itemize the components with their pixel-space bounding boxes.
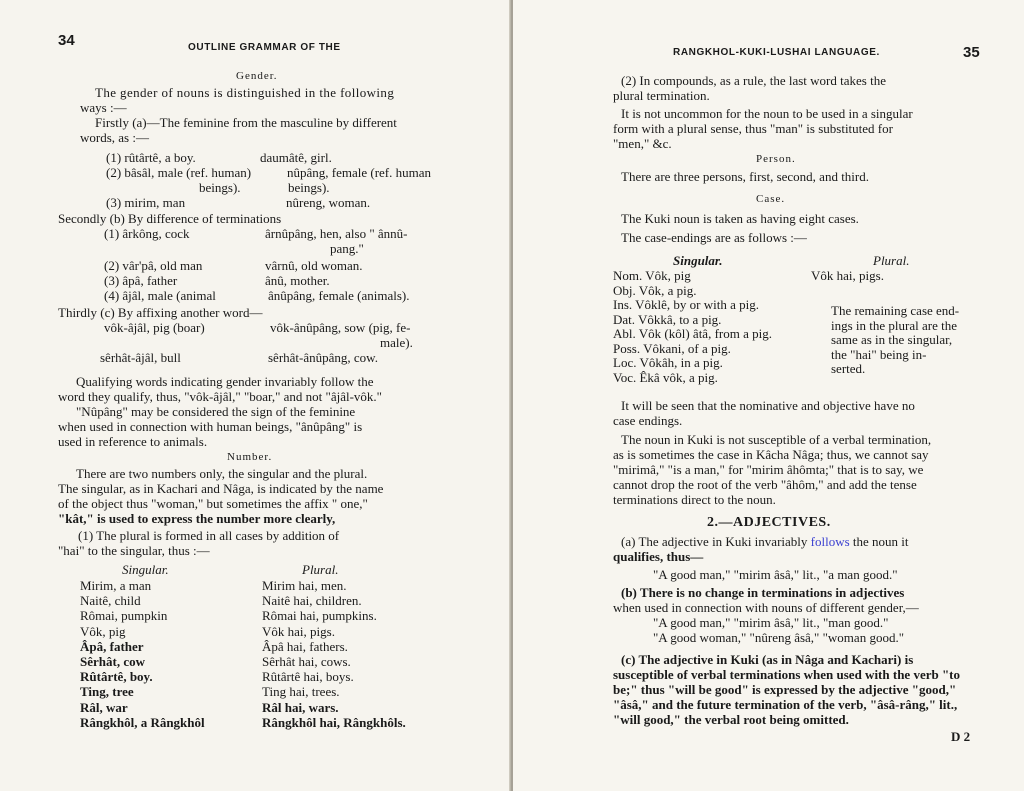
example: (3) mirim, man <box>106 195 186 210</box>
text-line: The gender of nouns is distinguished in the following <box>95 85 395 100</box>
case-row: Ins. Vôklê, by or with a pig. <box>613 297 759 312</box>
text-line: The singular, as in Kachari and Nâga, is indicated by the name <box>58 481 384 496</box>
example: ârnûpâng, hen, also " ânnû- <box>265 226 408 241</box>
case-plural: Vôk hai, pigs. <box>811 268 884 283</box>
text-line: qualifies, thus— <box>613 549 704 564</box>
example: (4) âjâl, male (animal <box>104 288 216 303</box>
plural-cell: Naitê hai, children. <box>262 593 362 609</box>
text-line: "mirimâ," "is a man," for "mirim âhômta;" that is to say, we <box>613 462 924 477</box>
plural-note-line: serted. <box>831 361 866 376</box>
case-row: Nom. Vôk, pig <box>613 268 691 283</box>
text-line: plural termination. <box>613 88 710 103</box>
example: (2) vâr'pâ, old man <box>104 258 203 273</box>
text-line: form with a plural sense, thus "man" is substituted for <box>613 121 893 136</box>
singular-cell: Rômai, pumpkin <box>80 608 168 624</box>
text-line: "A good man," "mirim âsâ," lit., "a man good." <box>653 567 898 582</box>
text-line: "hai" to the singular, thus :— <box>58 543 210 558</box>
signature-mark: D 2 <box>951 729 971 744</box>
text-line: The Kuki noun is taken as having eight cases. <box>621 211 859 226</box>
section-heading-case: Case. <box>756 193 786 205</box>
example: sêrhât-âjâl, bull <box>100 350 181 365</box>
text-line: words, as :— <box>80 130 149 145</box>
text-line: Qualifying words indicating gender invariably follow the <box>76 374 374 389</box>
column-header-plural: Plural. <box>873 253 910 268</box>
example: beings). <box>199 180 241 195</box>
text-line: ways :— <box>80 100 127 115</box>
text-line: word they qualify, thus, "vôk-âjâl," "boar," and not "âjâl-vôk." <box>58 389 382 404</box>
plural-note-line: The remaining case end- <box>831 303 960 318</box>
singular-cell: Rângkhôl, a Rângkhôl <box>80 714 205 730</box>
adj-a-highlight: follows <box>810 534 850 549</box>
text-line: be;" thus "will be good" is expressed by the adjective "good," <box>613 682 957 697</box>
singular-cell: Sêrhât, cow <box>80 654 145 669</box>
singular-cell: Âpâ, father <box>80 638 144 654</box>
text-line: (1) The plural is formed in all cases by addition of <box>78 528 340 543</box>
plural-note-line: ings in the plural are the <box>831 317 957 333</box>
plural-cell: Mirim hai, men. <box>262 578 347 593</box>
plural-cell: Vôk hai, pigs. <box>262 623 335 639</box>
text-line: It will be seen that the nominative and objective have no <box>621 398 915 413</box>
text-line: (b) There is no change in terminations in adjectives <box>621 585 905 600</box>
text-line: It is not uncommon for the noun to be used in a singular <box>621 106 913 121</box>
case-row: Obj. Vôk, a pig. <box>613 282 697 298</box>
case-row: Loc. Vôkâh, in a pig. <box>613 355 723 370</box>
text-line: "A good woman," "nûreng âsâ," "woman good." <box>653 630 904 645</box>
plural-cell: Râl hai, wars. <box>262 699 339 715</box>
example: pang." <box>330 241 364 256</box>
plural-cell: Rângkhôl hai, Rângkhôls. <box>262 714 406 730</box>
text-line: terminations direct to the noun. <box>613 492 776 507</box>
section-heading-adjectives: 2.—ADJECTIVES. <box>707 515 831 530</box>
case-row: Voc. Êkâ vôk, a pig. <box>613 369 718 385</box>
text-line <box>621 534 909 549</box>
singular-cell: Vôk, pig <box>80 623 126 639</box>
text-line: "men," &c. <box>613 136 672 151</box>
plural-note-line: same as in the singular, <box>831 332 953 347</box>
right-page <box>513 0 1024 791</box>
section-heading-person: Person. <box>756 153 796 165</box>
text-line: as is sometimes the case in Kâcha Nâga; thus, we cannot say <box>613 447 929 462</box>
text-line: "Nûpâng" may be considered the sign of the feminine <box>76 404 356 419</box>
text-line: (2) In compounds, as a rule, the last word takes the <box>621 73 886 88</box>
example: ânû, mother. <box>265 273 330 288</box>
plural-cell: Âpâ hai, fathers. <box>262 638 348 654</box>
example: (1) ârkông, cock <box>104 226 190 241</box>
example: (1) rûtârtê, a boy. <box>106 150 196 165</box>
case-row: Dat. Vôkkâ, to a pig. <box>613 311 722 327</box>
text-line: susceptible of verbal terminations when used with the verb "to <box>613 667 961 682</box>
plural-cell: Rûtârtê hai, boys. <box>262 669 354 685</box>
page-number: 35 <box>963 44 980 61</box>
text-line: cannot drop the root of the verb "âhôm," and add the tense <box>613 477 917 492</box>
example: nûreng, woman. <box>286 195 371 210</box>
section-heading-number: Number. <box>227 451 273 463</box>
example: nûpâng, female (ref. human <box>287 165 432 180</box>
text-line: (c) The adjective in Kuki (as in Nâga and Kachari) is <box>621 652 914 667</box>
example: (3) âpâ, father <box>104 273 178 288</box>
plural-note-line: the "hai" being in- <box>831 346 927 362</box>
text-line: Thirdly (c) By affixing another word— <box>58 305 263 320</box>
section-heading-gender: Gender. <box>236 70 278 82</box>
text-line: when used in connection with nouns of different gender,— <box>613 600 919 615</box>
example: ânûpâng, female (animals). <box>268 288 410 303</box>
adj-a-text: the noun it <box>849 534 909 549</box>
text-line: Firstly (a)—The feminine from the masculine by different <box>95 115 397 130</box>
text-line: case endings. <box>613 413 683 428</box>
text-line: "will good," the verbal root being omitted. <box>613 712 849 727</box>
page-number: 34 <box>58 32 75 49</box>
text-line: The noun in Kuki is not susceptible of a verbal termination, <box>621 432 932 447</box>
case-row: Abl. Vôk (kôl) âtâ, from a pig. <box>613 326 772 341</box>
singular-cell: Ting, tree <box>80 684 134 700</box>
singular-cell: Mirim, a man <box>80 578 152 593</box>
text-line: "A good man," "mirim âsâ," lit., "man good." <box>653 615 889 630</box>
text-line: Secondly (b) By difference of terminations <box>58 211 282 226</box>
example: beings). <box>288 180 330 195</box>
example: vôk-ânûpâng, sow (pig, fe- <box>270 320 411 335</box>
singular-cell: Rûtârtê, boy. <box>80 669 153 685</box>
singular-cell: Naitê, child <box>80 593 141 609</box>
column-header-singular: Singular. <box>673 253 723 268</box>
plural-cell: Ting hai, trees. <box>262 684 340 700</box>
case-row: Poss. Vôkani, of a pig. <box>613 340 731 356</box>
example: vôk-âjâl, pig (boar) <box>104 320 205 335</box>
text-line: "âsâ," and the future termination of the verb, "âsâ-râng," lit., <box>613 697 958 712</box>
column-header-plural: Plural. <box>302 562 339 577</box>
example: daumâtê, girl. <box>260 150 332 165</box>
example: (2) bâsâl, male (ref. human) <box>106 165 252 180</box>
singular-cell: Râl, war <box>80 699 128 715</box>
text-line: There are two numbers only, the singular and the plural. <box>76 466 368 481</box>
left-page <box>0 0 511 791</box>
example: vârnû, old woman. <box>265 258 363 273</box>
example: male). <box>380 335 413 350</box>
plural-cell: Sêrhât hai, cows. <box>262 654 351 669</box>
plural-cell: Rômai hai, pumpkins. <box>262 608 377 624</box>
text-line: used in reference to animals. <box>58 434 208 449</box>
text-line: when used in connection with human beings, "ânûpâng" is <box>58 419 363 434</box>
example: sêrhât-ânûpâng, cow. <box>268 350 378 365</box>
adj-a-text: (a) The adjective in Kuki invariably <box>621 534 811 549</box>
text-line: There are three persons, first, second, and third. <box>621 169 869 184</box>
running-head: OUTLINE GRAMMAR OF THE <box>188 42 341 53</box>
text-line: "kât," is used to express the number more clearly, <box>58 511 336 526</box>
text-line: The case-endings are as follows :— <box>621 230 807 245</box>
column-header-singular: Singular. <box>122 562 169 577</box>
text-line: of the object thus "woman," but sometimes the affix " one," <box>58 496 368 511</box>
running-head: RANGKHOL-KUKI-LUSHAI LANGUAGE. <box>673 47 880 58</box>
